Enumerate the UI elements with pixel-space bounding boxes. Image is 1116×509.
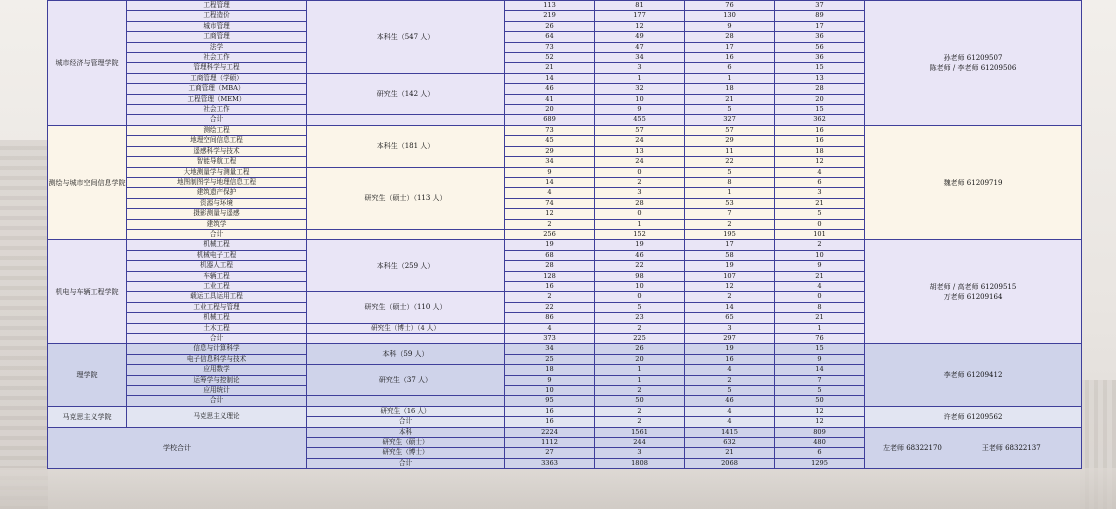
school-total-name: 学校合计 — [48, 427, 307, 469]
value-cell: 6 — [775, 177, 865, 187]
value-cell: 28 — [775, 84, 865, 94]
value-cell: 4 — [775, 167, 865, 177]
student-type-cell: 本科生（259 人） — [307, 240, 505, 292]
value-cell: 6 — [685, 63, 775, 73]
contact-line: 魏老师 61209719 — [943, 178, 1003, 187]
value-cell: 28 — [595, 198, 685, 208]
value-cell: 18 — [775, 146, 865, 156]
value-cell: 195 — [685, 229, 775, 239]
student-type-cell: 本科（59 人） — [307, 344, 505, 365]
student-type-cell: 研究生（142 人） — [307, 73, 505, 115]
value-cell: 13 — [595, 146, 685, 156]
student-type-cell: 本科 — [307, 427, 505, 437]
table-row — [48, 406, 1082, 416]
value-cell: 58 — [685, 250, 775, 260]
value-cell: 130 — [685, 11, 775, 21]
value-cell: 9 — [775, 261, 865, 271]
value-cell: 0 — [775, 292, 865, 302]
value-cell: 19 — [595, 240, 685, 250]
value-cell: 3 — [595, 448, 685, 458]
value-cell: 50 — [775, 396, 865, 406]
table-row — [48, 1, 1082, 11]
major-cell: 地图制图学与地理信息工程 — [127, 177, 307, 187]
value-cell: 34 — [595, 53, 685, 63]
major-cell: 社会工作 — [127, 105, 307, 115]
major-cell: 工商管理（学硕） — [127, 73, 307, 83]
contact-cell — [865, 344, 1082, 406]
value-cell: 3 — [685, 323, 775, 333]
major-cell: 工业工程与管理 — [127, 302, 307, 312]
value-cell: 152 — [595, 229, 685, 239]
value-cell: 13 — [775, 73, 865, 83]
major-cell: 资源与环境 — [127, 198, 307, 208]
value-cell: 28 — [505, 261, 595, 271]
value-cell: 4 — [685, 417, 775, 427]
value-cell: 19 — [685, 261, 775, 271]
major-cell: 合计 — [127, 115, 307, 125]
value-cell: 1112 — [505, 438, 595, 448]
major-cell: 大地测量学与测量工程 — [127, 167, 307, 177]
value-cell: 29 — [505, 146, 595, 156]
value-cell: 2 — [595, 177, 685, 187]
contact-cell — [865, 427, 1082, 469]
value-cell: 5 — [775, 386, 865, 396]
major-cell: 摄影测量与遥感 — [127, 209, 307, 219]
value-cell: 3 — [775, 188, 865, 198]
value-cell: 68 — [505, 250, 595, 260]
college-name: 理学院 — [48, 344, 127, 406]
value-cell: 56 — [775, 42, 865, 52]
college-name: 城市经济与管理学院 — [48, 1, 127, 126]
major-cell: 地理空间信息工程 — [127, 136, 307, 146]
major-cell: 社会工作 — [127, 53, 307, 63]
value-cell: 113 — [505, 1, 595, 11]
value-cell: 0 — [595, 292, 685, 302]
value-cell: 4 — [505, 323, 595, 333]
value-cell: 50 — [595, 396, 685, 406]
value-cell: 16 — [775, 136, 865, 146]
value-cell: 45 — [505, 136, 595, 146]
value-cell: 16 — [505, 406, 595, 416]
student-type-cell: 研究生（博士）（4 人） — [307, 323, 505, 333]
student-type-cell — [307, 334, 505, 344]
value-cell: 86 — [505, 313, 595, 323]
value-cell: 1 — [595, 73, 685, 83]
value-cell: 15 — [775, 63, 865, 73]
value-cell: 0 — [775, 219, 865, 229]
value-cell: 107 — [685, 271, 775, 281]
value-cell: 1 — [595, 219, 685, 229]
major-cell: 测绘工程 — [127, 125, 307, 135]
value-cell: 81 — [595, 1, 685, 11]
value-cell: 17 — [685, 240, 775, 250]
major-cell: 城市管理 — [127, 21, 307, 31]
major-cell: 工商管理（MBA） — [127, 84, 307, 94]
value-cell: 57 — [595, 125, 685, 135]
major-cell: 车辆工程 — [127, 271, 307, 281]
college-name: 机电与车辆工程学院 — [48, 240, 127, 344]
value-cell: 46 — [505, 84, 595, 94]
value-cell: 9 — [775, 354, 865, 364]
major-cell: 应用数学 — [127, 365, 307, 375]
value-cell: 9 — [685, 21, 775, 31]
student-type-cell: 本科生（181 人） — [307, 125, 505, 167]
value-cell: 4 — [505, 188, 595, 198]
value-cell: 21 — [775, 313, 865, 323]
value-cell: 49 — [595, 32, 685, 42]
value-cell: 128 — [505, 271, 595, 281]
value-cell: 4 — [775, 281, 865, 291]
major-cell: 马克思主义理论 — [127, 406, 307, 427]
value-cell: 26 — [505, 21, 595, 31]
value-cell: 11 — [685, 146, 775, 156]
value-cell: 57 — [685, 125, 775, 135]
table-row — [48, 427, 1082, 437]
value-cell: 73 — [505, 125, 595, 135]
value-cell: 244 — [595, 438, 685, 448]
value-cell: 16 — [505, 281, 595, 291]
value-cell: 10 — [595, 281, 685, 291]
major-cell: 机器人工程 — [127, 261, 307, 271]
background-building-left — [0, 140, 48, 509]
major-cell: 合计 — [127, 334, 307, 344]
value-cell: 9 — [505, 167, 595, 177]
value-cell: 37 — [775, 1, 865, 11]
value-cell: 1 — [775, 323, 865, 333]
value-cell: 16 — [685, 354, 775, 364]
value-cell: 20 — [595, 354, 685, 364]
value-cell: 10 — [505, 386, 595, 396]
value-cell: 22 — [505, 302, 595, 312]
major-cell: 机械工程 — [127, 240, 307, 250]
value-cell: 225 — [595, 334, 685, 344]
value-cell: 16 — [775, 125, 865, 135]
student-type-cell — [307, 229, 505, 239]
value-cell: 2 — [595, 406, 685, 416]
value-cell: 22 — [595, 261, 685, 271]
value-cell: 4 — [685, 406, 775, 416]
value-cell: 14 — [775, 365, 865, 375]
value-cell: 5 — [685, 167, 775, 177]
value-cell: 76 — [685, 1, 775, 11]
value-cell: 1 — [685, 73, 775, 83]
student-type-cell — [307, 115, 505, 125]
value-cell: 5 — [685, 386, 775, 396]
value-cell: 23 — [595, 313, 685, 323]
value-cell: 10 — [595, 94, 685, 104]
value-cell: 21 — [775, 198, 865, 208]
value-cell: 15 — [775, 344, 865, 354]
contact-line: 孙老师 61209507 — [943, 53, 1003, 62]
contact-cell — [865, 240, 1082, 344]
value-cell: 21 — [685, 94, 775, 104]
contact-line: 王老师 68322137 — [981, 443, 1041, 452]
value-cell: 73 — [505, 42, 595, 52]
value-cell: 14 — [685, 302, 775, 312]
background-ground — [0, 468, 1116, 509]
table-row — [48, 344, 1082, 354]
value-cell: 64 — [505, 32, 595, 42]
value-cell: 362 — [775, 115, 865, 125]
value-cell: 809 — [775, 427, 865, 437]
value-cell: 1295 — [775, 458, 865, 468]
value-cell: 10 — [775, 250, 865, 260]
value-cell: 12 — [505, 209, 595, 219]
value-cell: 12 — [685, 281, 775, 291]
value-cell: 1 — [685, 188, 775, 198]
value-cell: 2 — [595, 323, 685, 333]
value-cell: 15 — [775, 105, 865, 115]
value-cell: 36 — [775, 53, 865, 63]
value-cell: 24 — [595, 136, 685, 146]
major-cell: 工程造价 — [127, 11, 307, 21]
value-cell: 46 — [685, 396, 775, 406]
value-cell: 2 — [685, 292, 775, 302]
major-cell: 机械工程 — [127, 313, 307, 323]
value-cell: 53 — [685, 198, 775, 208]
value-cell: 34 — [505, 157, 595, 167]
contact-cell — [865, 406, 1082, 427]
major-cell: 工业工程 — [127, 281, 307, 291]
value-cell: 2 — [595, 386, 685, 396]
value-cell: 1 — [595, 365, 685, 375]
value-cell: 21 — [685, 448, 775, 458]
student-type-cell: 本科生（547 人） — [307, 1, 505, 74]
contact-cell — [865, 1, 1082, 126]
major-cell: 遥感科学与技术 — [127, 146, 307, 156]
college-name: 测绘与城市空间信息学院 — [48, 125, 127, 239]
value-cell: 25 — [505, 354, 595, 364]
value-cell: 219 — [505, 11, 595, 21]
contact-line: 李老师 61209412 — [943, 371, 1003, 380]
table-row — [48, 240, 1082, 250]
value-cell: 2 — [505, 292, 595, 302]
value-cell: 12 — [775, 157, 865, 167]
major-cell: 机械电子工程 — [127, 250, 307, 260]
contact-line: 胡老师 / 高老师 61209515 — [929, 282, 1017, 291]
student-type-cell: 合计 — [307, 458, 505, 468]
student-type-cell: 研究生（37 人） — [307, 365, 505, 396]
value-cell: 14 — [505, 177, 595, 187]
value-cell: 32 — [595, 84, 685, 94]
major-cell: 应用统计 — [127, 386, 307, 396]
value-cell: 5 — [775, 209, 865, 219]
student-type-cell: 研究生（硕士） — [307, 438, 505, 448]
value-cell: 12 — [595, 21, 685, 31]
major-cell: 工商管理 — [127, 32, 307, 42]
value-cell: 20 — [505, 105, 595, 115]
value-cell: 7 — [775, 375, 865, 385]
student-type-cell: 研究生（硕士）（113 人） — [307, 167, 505, 229]
value-cell: 0 — [595, 209, 685, 219]
value-cell: 9 — [505, 375, 595, 385]
value-cell: 14 — [505, 73, 595, 83]
value-cell: 327 — [685, 115, 775, 125]
contact-cell — [865, 125, 1082, 239]
value-cell: 19 — [505, 240, 595, 250]
value-cell: 95 — [505, 396, 595, 406]
value-cell: 74 — [505, 198, 595, 208]
value-cell: 2 — [505, 219, 595, 229]
value-cell: 65 — [685, 313, 775, 323]
value-cell: 17 — [775, 21, 865, 31]
value-cell: 1415 — [685, 427, 775, 437]
value-cell: 26 — [595, 344, 685, 354]
value-cell: 2 — [775, 240, 865, 250]
value-cell: 2 — [685, 375, 775, 385]
value-cell: 689 — [505, 115, 595, 125]
value-cell: 16 — [685, 53, 775, 63]
value-cell: 632 — [685, 438, 775, 448]
value-cell: 1808 — [595, 458, 685, 468]
value-cell: 2 — [685, 219, 775, 229]
value-cell: 1 — [595, 375, 685, 385]
value-cell: 256 — [505, 229, 595, 239]
value-cell: 2068 — [685, 458, 775, 468]
value-cell: 5 — [595, 302, 685, 312]
value-cell: 18 — [685, 84, 775, 94]
value-cell: 21 — [505, 63, 595, 73]
major-cell: 工程管理（MEM） — [127, 94, 307, 104]
value-cell: 0 — [595, 167, 685, 177]
major-cell: 信息与计算科学 — [127, 344, 307, 354]
value-cell: 2224 — [505, 427, 595, 437]
value-cell: 24 — [595, 157, 685, 167]
value-cell: 52 — [505, 53, 595, 63]
value-cell: 8 — [685, 177, 775, 187]
value-cell: 47 — [595, 42, 685, 52]
value-cell: 4 — [685, 365, 775, 375]
value-cell: 12 — [775, 417, 865, 427]
value-cell: 18 — [505, 365, 595, 375]
value-cell: 177 — [595, 11, 685, 21]
contact-line: 陈老师 / 李老师 61209506 — [929, 63, 1017, 72]
value-cell: 6 — [775, 448, 865, 458]
value-cell: 20 — [775, 94, 865, 104]
statistics-table — [47, 0, 1082, 469]
major-cell: 载运工具运用工程 — [127, 292, 307, 302]
major-cell: 合计 — [127, 229, 307, 239]
value-cell: 22 — [685, 157, 775, 167]
contact-line: 左老师 68322170 — [883, 443, 942, 452]
student-type-cell — [307, 396, 505, 406]
value-cell: 3 — [595, 188, 685, 198]
student-type-cell: 研究生（博士） — [307, 448, 505, 458]
value-cell: 373 — [505, 334, 595, 344]
value-cell: 7 — [685, 209, 775, 219]
major-cell: 运筹学与控制论 — [127, 375, 307, 385]
major-cell: 智能导航工程 — [127, 157, 307, 167]
value-cell: 89 — [775, 11, 865, 21]
value-cell: 3363 — [505, 458, 595, 468]
value-cell: 76 — [775, 334, 865, 344]
value-cell: 455 — [595, 115, 685, 125]
student-type-cell: 合计 — [307, 417, 505, 427]
value-cell: 16 — [505, 417, 595, 427]
value-cell: 27 — [505, 448, 595, 458]
college-name: 马克思主义学院 — [48, 406, 127, 427]
value-cell: 29 — [685, 136, 775, 146]
major-cell: 管理科学与工程 — [127, 63, 307, 73]
value-cell: 480 — [775, 438, 865, 448]
value-cell: 101 — [775, 229, 865, 239]
major-cell: 土木工程 — [127, 323, 307, 333]
table-row — [48, 125, 1082, 135]
value-cell: 98 — [595, 271, 685, 281]
major-cell: 工程管理 — [127, 1, 307, 11]
major-cell: 法学 — [127, 42, 307, 52]
value-cell: 1561 — [595, 427, 685, 437]
value-cell: 19 — [685, 344, 775, 354]
value-cell: 297 — [685, 334, 775, 344]
value-cell: 8 — [775, 302, 865, 312]
value-cell: 3 — [595, 63, 685, 73]
contact-line: 万老师 61209164 — [943, 292, 1003, 301]
contact-line: 许老师 61209562 — [943, 412, 1003, 421]
major-cell: 电子信息科学与技术 — [127, 354, 307, 364]
value-cell: 36 — [775, 32, 865, 42]
student-type-cell: 研究生（16 人） — [307, 406, 505, 416]
value-cell: 34 — [505, 344, 595, 354]
value-cell: 17 — [685, 42, 775, 52]
value-cell: 41 — [505, 94, 595, 104]
major-cell: 建筑遗产保护 — [127, 188, 307, 198]
value-cell: 5 — [685, 105, 775, 115]
value-cell: 28 — [685, 32, 775, 42]
value-cell: 2 — [595, 417, 685, 427]
value-cell: 46 — [595, 250, 685, 260]
value-cell: 12 — [775, 406, 865, 416]
value-cell: 9 — [595, 105, 685, 115]
major-cell: 合计 — [127, 396, 307, 406]
value-cell: 21 — [775, 271, 865, 281]
major-cell: 建筑学 — [127, 219, 307, 229]
student-type-cell: 研究生（硕士）（110 人） — [307, 292, 505, 323]
